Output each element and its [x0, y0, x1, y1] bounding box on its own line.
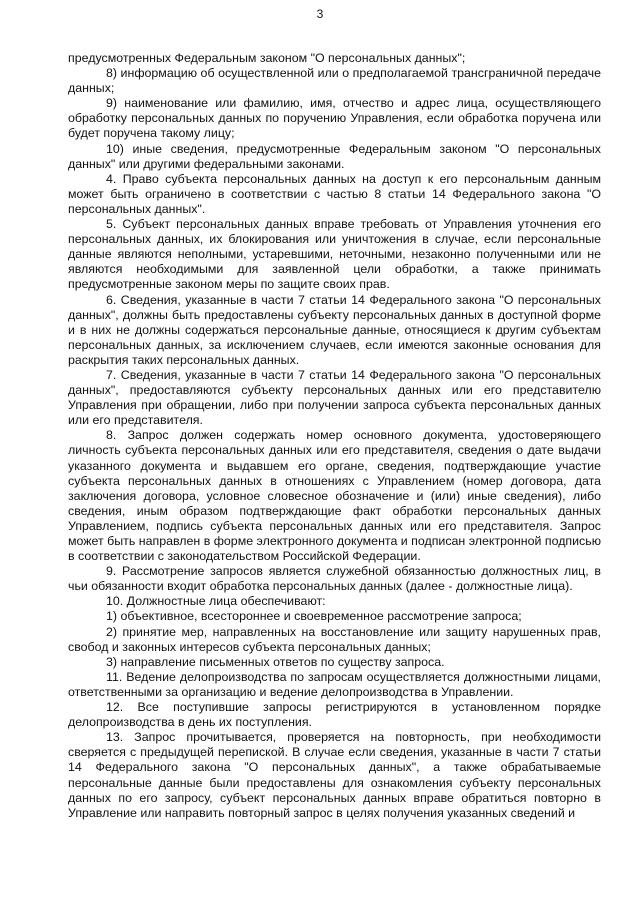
paragraph: 5. Субъект персональных данных вправе требовать от Управления уточнения его персональных данных, их блокирования или уничтожения в случае, если персональные данные являются неполными, устаревшими, неточными, незаконно полученными или не являются необходимыми для заявленной цели обработки, а также принимать предусмотренные законом меры по защите своих прав.: [68, 217, 601, 292]
paragraph: 9. Рассмотрение запросов является служебной обязанностью должностных лиц, в чьи обязанности входит обработка персональных данных (далее - должностные лица).: [68, 564, 601, 594]
paragraph: 1) объективное, всестороннее и своевременное рассмотрение запроса;: [106, 609, 522, 624]
paragraph: 3) направление письменных ответов по существу запроса.: [106, 654, 445, 669]
paragraph: 2) принятие мер, направленных на восстановление или защиту нарушенных прав, свобод и законных интересов субъекта персональных данных;: [68, 624, 601, 654]
page-number: 3: [316, 7, 324, 21]
paragraph: 11. Ведение делопроизводства по запросам осуществляется должностными лицами, ответственными за организацию и ведение делопроизводства в Управлении.: [68, 669, 601, 699]
paragraph: 8) информацию об осуществленной или о предполагаемой трансграничной передаче данных;: [68, 66, 601, 96]
paragraph: 6. Сведения, указанные в части 7 статьи 14 Федерального закона "О персональных данных", должны быть предоставлены субъекту персональных данных в доступной форме и в них не должны содержаться персональные данные, относящиеся к другим субъектам персональных данных, за исключением случаев, если имеются законные основания для раскрытия таких персональных данных.: [68, 292, 601, 367]
document-body: [68, 51, 601, 821]
paragraph: 9) наименование или фамилию, имя, отчество и адрес лица, осуществляющего обработку персональных данных по поручению Управления, если обработка поручена или будет поручена такому лицу;: [68, 96, 601, 141]
paragraph: 4. Право субъекта персональных данных на доступ к его персональным данным может быть ограничено в соответствии с частью 8 статьи 14 Федерального закона "О персональных данных".: [68, 171, 601, 216]
paragraph: 12. Все поступившие запросы регистрируются в установленном порядке делопроизводства в день их поступления.: [68, 700, 601, 730]
paragraph: 13. Запрос прочитывается, проверяется на повторность, при необходимости сверяется с предыдущей перепиской. В случае если сведения, указанные в части 7 статьи 14 Федерального закона "О персональных данных", а также обрабатываемые персональные данные были предоставлены для ознакомления субъекту персональных данных по его запросу, субъект персональных данных вправе обратиться повторно в Управление или направить повторный запрос в целях получения указанных сведений и: [68, 730, 601, 820]
paragraph: 10) иные сведения, предусмотренные Федеральным законом "О персональных данных" или другими федеральными законами.: [68, 141, 601, 171]
paragraph: 10. Должностные лица обеспечивают:: [106, 594, 326, 609]
paragraph: 8. Запрос должен содержать номер основного документа, удостоверяющего личность субъекта персональных данных или его представителя, сведения о дате выдачи указанного документа и выдавшем его органе, сведения, подтверждающие участие субъекта персональных данных в отношениях с Управлением (номер договора, дата заключения договора, условное словесное обозначение и (или) иные сведения), либо сведения, иным образом подтверждающие факт обработки персональных данных Управлением, подпись субъекта персональных данных или его представителя. Запрос может быть направлен в форме электронного документа и подписан электронной подписью в соответствии с законодательством Российской Федерации.: [68, 428, 601, 564]
paragraph: 7. Сведения, указанные в части 7 статьи 14 Федерального закона "О персональных данных", предоставляются субъекту персональных данных или его представителю Управления при обращении, либо при получении запроса субъекта персональных данных или его представителя.: [68, 367, 601, 428]
paragraph: предусмотренных Федеральным законом "О персональных данных";: [68, 51, 466, 65]
